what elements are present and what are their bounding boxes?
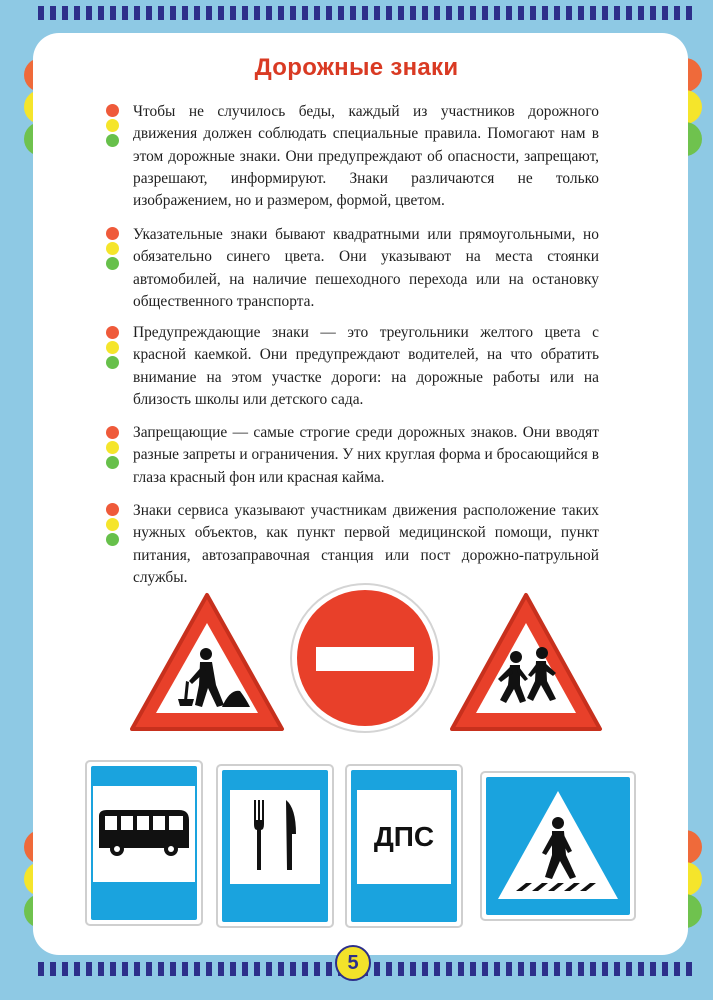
border-dash	[638, 6, 644, 20]
border-dash	[434, 6, 440, 20]
border-dash	[554, 962, 560, 976]
border-dash	[146, 962, 152, 976]
border-dash	[38, 962, 44, 976]
paragraph-service-signs	[133, 500, 599, 589]
border-dash	[446, 962, 452, 976]
border-dash	[266, 962, 272, 976]
top-dashed-border	[0, 6, 713, 20]
border-dash	[662, 962, 668, 976]
border-dash	[518, 962, 524, 976]
paragraph-text: Знаки сервиса указывают участникам движения расположение таких нужных объектов, как пункт первой медицинской помощи, пункт питания, автозаправочная станция или пост дорожно-патрульной службы.	[133, 502, 599, 586]
road-works-sign-icon	[126, 589, 288, 735]
border-dash	[50, 962, 56, 976]
border-dash	[386, 962, 392, 976]
paragraph-text: Указательные знаки бывают квадратными или прямоугольными, но обязательно синего цвета. Они указывают на места стоянки автомобилей, на наличие пешеходного перехода или на остановку общественного транспорта.	[133, 226, 599, 310]
border-dash	[278, 6, 284, 20]
border-dash	[74, 962, 80, 976]
border-dash	[602, 6, 608, 20]
border-dash	[434, 962, 440, 976]
border-dash	[122, 6, 128, 20]
bus-stop-sign-icon	[85, 760, 203, 926]
border-dash	[482, 6, 488, 20]
border-dash	[530, 962, 536, 976]
border-dash	[146, 6, 152, 20]
border-dash	[398, 6, 404, 20]
border-dash	[158, 6, 164, 20]
border-dash	[470, 962, 476, 976]
border-dash	[182, 6, 188, 20]
border-dash	[158, 962, 164, 976]
border-dash	[134, 962, 140, 976]
border-dash	[626, 962, 632, 976]
border-dash	[602, 962, 608, 976]
border-dash	[74, 6, 80, 20]
border-dash	[494, 962, 500, 976]
border-dash	[674, 962, 680, 976]
border-dash	[470, 6, 476, 20]
border-dash	[578, 6, 584, 20]
border-dash	[242, 6, 248, 20]
food-service-sign-icon	[216, 764, 334, 928]
border-dash	[686, 6, 692, 20]
border-dash	[86, 6, 92, 20]
dps-label: ДПС	[373, 821, 435, 852]
border-dash	[422, 962, 428, 976]
border-dash	[410, 962, 416, 976]
border-dash	[398, 962, 404, 976]
border-dash	[290, 6, 296, 20]
border-dash	[458, 6, 464, 20]
border-dash	[290, 962, 296, 976]
paragraph-text: Запрещающие — самые строгие среди дорожных знаков. Они вводят разные запреты и ограничения. У них круглая форма и бросающийся в глаза красный фон или красная кайма.	[133, 424, 599, 486]
border-dash	[626, 6, 632, 20]
border-dash	[662, 6, 668, 20]
border-dash	[674, 6, 680, 20]
paragraph-text: Предупреждающие знаки — это треугольники желтого цвета с красной каемкой. Они предупреждают водителей, на что обратить внимание на этом участке дороги: на дорожные работы или на близость школы или детского сада.	[133, 324, 599, 408]
border-dash	[590, 6, 596, 20]
border-dash	[50, 6, 56, 20]
border-dash	[110, 6, 116, 20]
border-dash	[62, 962, 68, 976]
border-dash	[446, 6, 452, 20]
border-dash	[194, 962, 200, 976]
border-dash	[266, 6, 272, 20]
border-dash	[566, 6, 572, 20]
border-dash	[386, 6, 392, 20]
page-number-badge: 5	[335, 945, 371, 981]
border-dash	[98, 962, 104, 976]
border-dash	[206, 6, 212, 20]
border-dash	[302, 962, 308, 976]
border-dash	[542, 962, 548, 976]
border-dash	[254, 6, 260, 20]
border-dash	[170, 6, 176, 20]
border-dash	[614, 6, 620, 20]
border-dash	[482, 962, 488, 976]
border-dash	[494, 6, 500, 20]
border-dash	[458, 962, 464, 976]
border-dash	[326, 962, 332, 976]
border-dash	[170, 962, 176, 976]
border-dash	[302, 6, 308, 20]
border-dash	[230, 962, 236, 976]
border-dash	[314, 962, 320, 976]
border-dash	[614, 962, 620, 976]
border-dash	[374, 962, 380, 976]
pedestrian-crossing-sign-icon	[480, 771, 636, 921]
border-dash	[314, 6, 320, 20]
border-dash	[326, 6, 332, 20]
border-dash	[518, 6, 524, 20]
border-dash	[38, 6, 44, 20]
border-dash	[62, 6, 68, 20]
children-crossing-sign-icon	[446, 589, 606, 735]
border-dash	[530, 6, 536, 20]
border-dash	[686, 962, 692, 976]
border-dash	[650, 6, 656, 20]
border-dash	[350, 6, 356, 20]
border-dash	[638, 962, 644, 976]
border-dash	[590, 962, 596, 976]
paragraph-informational-signs	[133, 224, 599, 313]
border-dash	[218, 962, 224, 976]
paragraph-text: Чтобы не случилось беды, каждый из участников дорожного движения должен соблюдать специальные правила. Помогают нам в этом дорожные знаки. Они предупреждают об опасности, запрещают, разрешают, информируют. Знаки различаются не только изображением, но и размером, формой, цветом.	[133, 103, 599, 210]
border-dash	[110, 962, 116, 976]
border-dash	[410, 6, 416, 20]
border-dash	[122, 962, 128, 976]
border-dash	[362, 6, 368, 20]
border-dash	[218, 6, 224, 20]
paragraph-prohibitory-signs	[133, 422, 599, 489]
border-dash	[566, 962, 572, 976]
border-dash	[194, 6, 200, 20]
border-dash	[542, 6, 548, 20]
border-dash	[182, 962, 188, 976]
border-dash	[506, 6, 512, 20]
border-dash	[230, 6, 236, 20]
no-entry-sign-icon	[288, 581, 442, 735]
border-dash	[278, 962, 284, 976]
border-dash	[374, 6, 380, 20]
border-dash	[254, 962, 260, 976]
border-dash	[134, 6, 140, 20]
border-dash	[650, 962, 656, 976]
border-dash	[86, 962, 92, 976]
border-dash	[98, 6, 104, 20]
traffic-police-post-sign-icon	[345, 764, 463, 928]
paragraph-warning-signs	[133, 322, 599, 411]
border-dash	[578, 962, 584, 976]
border-dash	[206, 962, 212, 976]
paragraph-intro	[133, 101, 599, 212]
border-dash	[338, 6, 344, 20]
border-dash	[422, 6, 428, 20]
page-title: Дорожные знаки	[254, 54, 459, 81]
border-dash	[506, 962, 512, 976]
border-dash	[554, 6, 560, 20]
border-dash	[242, 962, 248, 976]
